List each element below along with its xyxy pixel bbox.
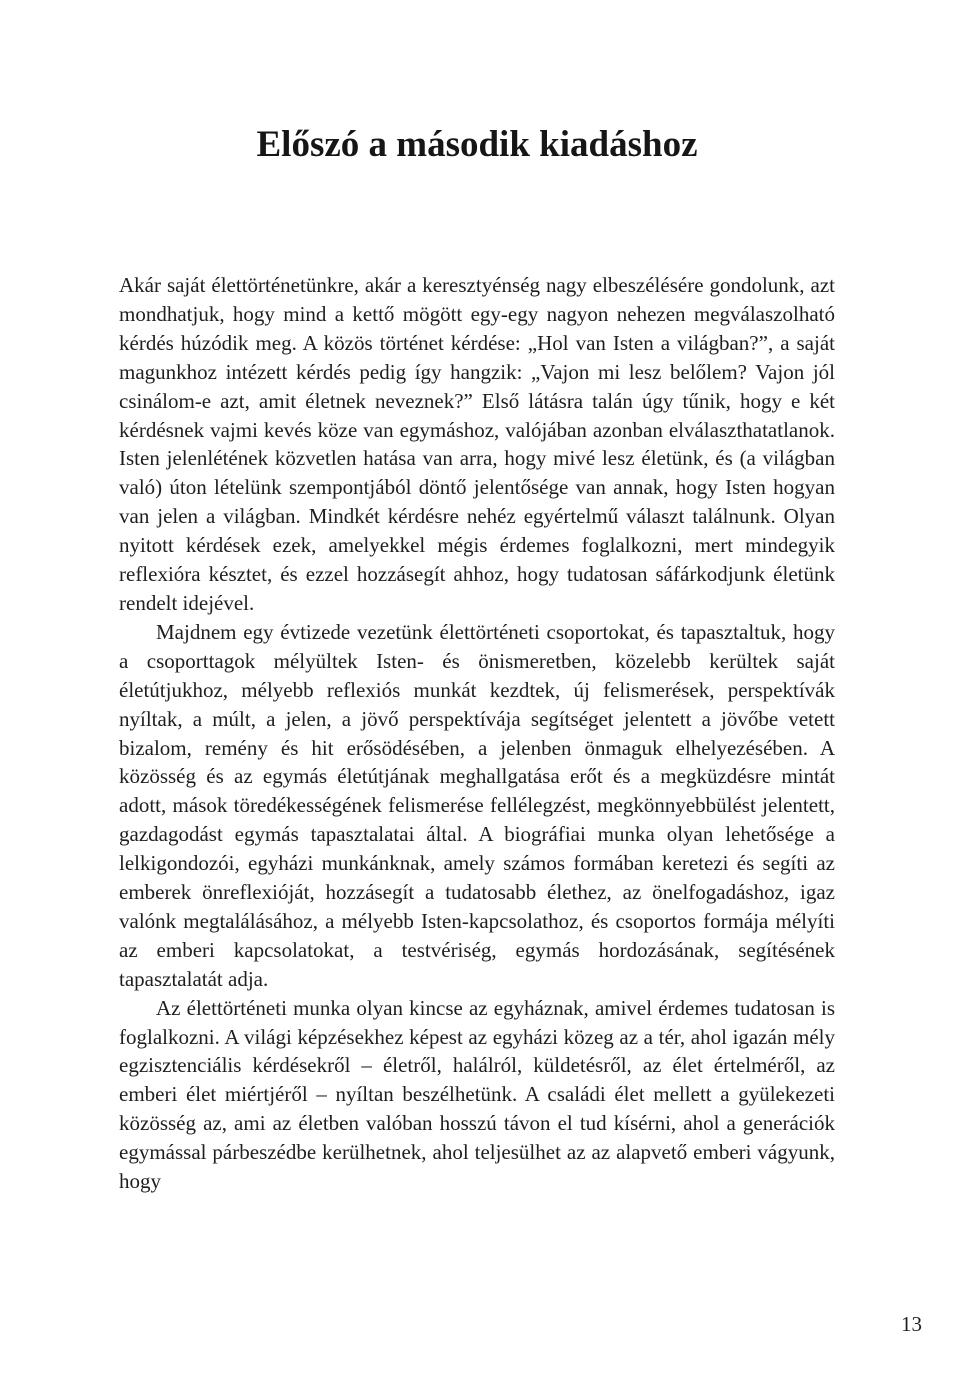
chapter-title: Előszó a második kiadáshoz: [256, 124, 698, 165]
body-text: [119, 271, 835, 1196]
body-paragraph-3: Az élettörténeti munka olyan kincse az egyháznak, amivel érdemes tudatosan is foglalkozni. A világi képzésekhez képest az egyházi közeg az a tér, ahol igazán mély egzisztenciális kérdésekről – életről, halálról, küldetésről, az élet értelméről, az emberi élet miértjéről – nyíltan beszélhetünk. A családi élet mellett a gyülekezeti közösség az, ami az életben valóban hosszú távon el tud kísérni, ahol a generációk egymással párbeszédbe kerülhetnek, ahol teljesülhet az az alapvető emberi vágyunk, hogy: [119, 995, 835, 1194]
body-paragraph-1: Akár saját élettörténetünkre, akár a keresztyénség nagy elbeszélésére gondolunk, azt mondhatjuk, hogy mind a kettő mögött egy-egy nagyon nehezen megválaszolható kérdés húzódik meg. A közös történet kérdése: „Hol van Isten a világban?”, a saját magunkhoz intézett kérdés pedig így hangzik: „Vajon mi lesz belőlem? Vajon jól csinálom-e azt, amit életnek neveznek?” Első látásra talán úgy tűnik, hogy e két kérdésnek vajmi kevés köze van egymáshoz, valójában azonban elválaszthatatlanok. Isten jelenlétének közvetlen hatása van arra, hogy mivé lesz életünk, és (a világban való) úton lételünk szempontjából döntő jelentősége van annak, hogy Isten hogyan van jelen a világban. Mindkét kérdésre nehéz egyértelmű választ találnunk. Olyan nyitott kérdések ezek, amelyekkel mégis érdemes foglalkozni, mert mindegyik reflexióra késztet, és ezzel hozzásegít ahhoz, hogy tudatosan sáfárkodjunk életünk rendelt idejével.: [119, 273, 835, 615]
page-number: 13: [901, 1312, 922, 1336]
body-paragraph-2: Majdnem egy évtizede vezetünk élettörténeti csoportokat, és tapasztaltuk, hogy a csoporttagok mélyültek Isten- és önismeretben, közelebb kerültek saját életútjukhoz, mélyebb reflexiós munkát kezdtek, új felismerések, perspektívák nyíltak, a múlt, a jelen, a jövő perspektívája segítséget jelentett a jövőbe vetett bizalom, remény és hit erősödésében, a jelenben önmaguk elhelyezésében. A közösség és az egymás életútjának meghallgatása erőt és a megküzdésre mintát adott, mások töredékességének felismerése fellélegzést, megkönnyebbülést jelentett, gazdagodást egymás tapasztalatai által. A biográfiai munka olyan lehetősége a lelkigondozói, egyházi munkánknak, amely számos formában keretezi és segíti az emberek önreflexióját, hozzásegít a tudatosabb élethez, az önelfogadáshoz, igaz valónk megtalálásához, a mélyebb Isten-kapcsolathoz, és csoportos formája mélyíti az emberi kapcsolatokat, a testvériség, egymás hordozásának, segítésének tapasztalatát adja.: [119, 619, 835, 991]
